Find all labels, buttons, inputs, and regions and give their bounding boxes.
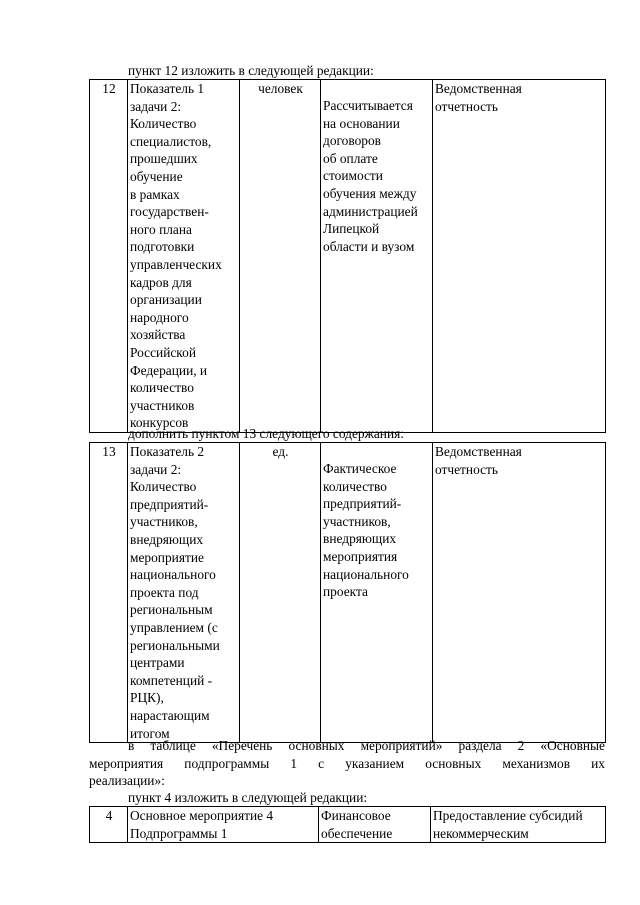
indicator-cell <box>128 443 240 743</box>
cell-text-line: мероприятие <box>130 549 204 565</box>
cell-text-line: обучение <box>130 168 183 184</box>
unit-cell: человек <box>240 80 321 433</box>
table-row <box>90 807 606 843</box>
paragraph-line: мероприятия подпрограммы 1 с указанием основных механизмов их <box>89 755 605 771</box>
cell-text-line: хозяйства <box>130 327 186 343</box>
cell-text-line: количество <box>130 380 194 396</box>
cell-text-line: участников, <box>323 513 391 529</box>
cell-text-line: внедряющих <box>130 531 204 547</box>
cell-text-line: обучения между <box>323 185 417 201</box>
paragraph-main-activities <box>89 737 605 790</box>
table-row <box>90 443 606 743</box>
table-item-12 <box>89 79 606 433</box>
cell-text-line: администрацией <box>323 203 418 219</box>
cell-text-line: Федерации, и <box>130 362 208 378</box>
cell-text-line: региональными <box>130 637 220 653</box>
cell-text-line: договоров <box>323 133 382 149</box>
cell-text-line: Финансовое <box>321 808 391 823</box>
cell-text-line: стоимости <box>323 168 383 184</box>
table-item-13 <box>89 442 606 743</box>
cell-text-line: участников, <box>130 514 198 530</box>
cell-text-line: Ведомственная <box>435 444 522 459</box>
cell-text-line: управлением (с <box>130 619 218 635</box>
cell-text-line: центрами <box>130 655 185 671</box>
cell-text-line: обеспечение <box>321 825 393 841</box>
cell-text-line: в рамках <box>130 186 180 202</box>
cell-text-line: управленческих <box>130 256 222 272</box>
cell-text-line: Основное мероприятие 4 <box>130 808 274 823</box>
cell-text-line: конкурсов <box>130 415 189 431</box>
cell-text-line: проекта под <box>130 584 199 600</box>
cell-text-line: итогом <box>130 725 170 741</box>
cell-text-line: прошедших <box>130 151 198 167</box>
cell-text-line: Показатель 2 <box>130 444 205 459</box>
financing-cell <box>319 807 431 843</box>
activity-cell <box>128 807 319 843</box>
method-cell <box>321 80 433 433</box>
cell-text-line: проекта <box>323 584 368 600</box>
cell-text-line: внедряющих <box>323 531 397 547</box>
cell-text-line: области и вузом <box>323 238 415 254</box>
row-number: 12 <box>90 80 128 433</box>
cell-text-line: национального <box>323 566 409 582</box>
cell-text-line: количество <box>323 478 387 494</box>
cell-text-line: Количество <box>130 116 197 132</box>
mechanism-cell <box>431 807 606 843</box>
cell-text-line: Предоставление субсидий <box>433 808 583 823</box>
intro-item-13: дополнить пунктом 13 следующего содержания: <box>128 426 405 441</box>
cell-text-line: предприятий- <box>323 496 402 512</box>
cell-text-line: организации <box>130 292 202 308</box>
table-item-4 <box>89 806 606 843</box>
cell-text-line: государствен- <box>130 204 209 220</box>
cell-text-line: отчетность <box>435 461 498 477</box>
cell-text-line: специалистов, <box>130 133 212 149</box>
cell-text-line: региональным <box>130 602 213 618</box>
method-cell <box>321 443 433 743</box>
table-row <box>90 80 606 433</box>
cell-text-line: Рассчитывается <box>323 98 413 113</box>
cell-text-line: Российской <box>130 344 196 360</box>
indicator-cell <box>128 80 240 433</box>
cell-text-line: Фактическое <box>323 461 397 476</box>
cell-text-line: компетенций - <box>130 672 213 688</box>
source-cell <box>433 80 606 433</box>
unit-cell: ед. <box>240 443 321 743</box>
paragraph-line: реализации»: <box>89 773 165 789</box>
cell-text-line: предприятий- <box>130 496 209 512</box>
cell-text-line: нарастающим <box>130 707 210 723</box>
intro-item-4: пункт 4 изложить в следующей редакции: <box>128 790 368 805</box>
cell-text-line: задачи 2: <box>130 461 182 477</box>
cell-text-line: задачи 2: <box>130 98 182 114</box>
cell-text-line: Количество <box>130 479 197 495</box>
cell-text-line: кадров для <box>130 274 192 290</box>
cell-text-line: народного <box>130 309 189 325</box>
cell-text-line: подготовки <box>130 239 195 255</box>
cell-text-line: некоммерческим <box>433 825 529 841</box>
cell-text-line: об оплате <box>323 150 378 166</box>
cell-text-line: участников <box>130 397 195 413</box>
cell-text-line: ного плана <box>130 221 192 237</box>
row-number: 13 <box>90 443 128 743</box>
cell-text-line: на основании <box>323 115 400 131</box>
cell-text-line: национального <box>130 567 216 583</box>
cell-text-line: Подпрограммы 1 <box>130 825 228 841</box>
cell-text-line: Показатель 1 <box>130 81 205 96</box>
cell-text-line: отчетность <box>435 98 498 114</box>
cell-text-line: Липецкой <box>323 221 380 237</box>
row-number: 4 <box>90 807 128 843</box>
paragraph-line: в таблице «Перечень основных мероприятий» раздела 2 «Основные <box>128 738 605 753</box>
cell-text-line: РЦК), <box>130 690 164 706</box>
cell-text-line: мероприятия <box>323 548 398 564</box>
intro-item-12: пункт 12 изложить в следующей редакции: <box>128 63 374 78</box>
source-cell <box>433 443 606 743</box>
cell-text-line: Ведомственная <box>435 81 522 96</box>
